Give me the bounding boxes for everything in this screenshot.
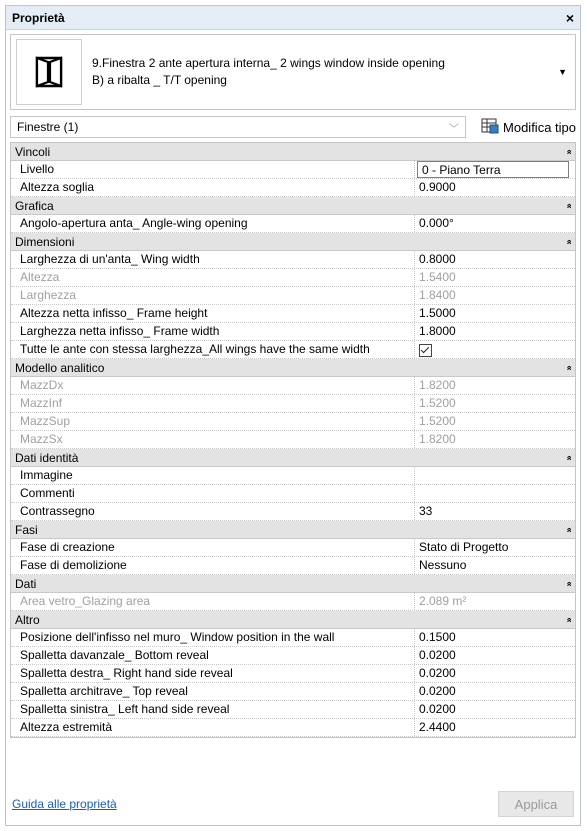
- property-row: [11, 647, 575, 665]
- property-row: [11, 539, 575, 557]
- property-label: Fase di demolizione: [11, 557, 415, 574]
- collapse-chevron-icon[interactable]: »: [563, 148, 574, 155]
- property-label: Commenti: [11, 485, 415, 502]
- property-value[interactable]: 33: [419, 504, 433, 518]
- property-label: Immagine: [11, 467, 415, 484]
- collapse-chevron-icon[interactable]: »: [563, 202, 574, 209]
- property-value[interactable]: 0.1500: [419, 630, 456, 644]
- property-row: [11, 161, 575, 179]
- property-label: Angolo-apertura anta_ Angle-wing opening: [11, 215, 415, 232]
- property-value[interactable]: 0.0200: [419, 702, 456, 716]
- group-header[interactable]: [11, 449, 575, 467]
- group-header[interactable]: [11, 143, 575, 161]
- property-value[interactable]: 0.000°: [419, 216, 454, 230]
- property-value[interactable]: [415, 467, 575, 484]
- property-label: MazzSup: [11, 413, 415, 430]
- group-header[interactable]: [11, 359, 575, 377]
- property-label: Spalletta sinistra_ Left hand side reveal: [11, 701, 415, 718]
- property-row: [11, 269, 575, 287]
- group-header[interactable]: [11, 233, 575, 251]
- panel-footer: [12, 791, 574, 817]
- group-header[interactable]: [11, 197, 575, 215]
- property-row: [11, 665, 575, 683]
- chevron-down-icon[interactable]: ▼: [558, 67, 567, 77]
- property-row: [11, 377, 575, 395]
- property-value[interactable]: 0.0200: [419, 666, 456, 680]
- property-row: [11, 593, 575, 611]
- property-value: 1.8400: [419, 288, 456, 302]
- type-selector[interactable]: [10, 34, 576, 110]
- property-row: [11, 485, 575, 503]
- property-row: [11, 557, 575, 575]
- property-row: [11, 341, 575, 359]
- property-row: [11, 503, 575, 521]
- group-header[interactable]: [11, 611, 575, 629]
- property-value: 1.5200: [419, 414, 456, 428]
- property-label: Larghezza: [11, 287, 415, 304]
- type-name-line2: B) a ribalta _ T/T opening: [92, 73, 227, 87]
- property-label: MazzDx: [11, 377, 415, 394]
- collapse-chevron-icon[interactable]: »: [563, 616, 574, 623]
- close-icon[interactable]: ×: [565, 9, 574, 26]
- property-row: [11, 431, 575, 449]
- property-row: [11, 287, 575, 305]
- property-label: Spalletta architrave_ Top reveal: [11, 683, 415, 700]
- group-name: Dati identità: [15, 450, 79, 465]
- properties-help-link[interactable]: Guida alle proprietà: [12, 797, 117, 811]
- property-value: 1.8200: [419, 432, 456, 446]
- property-label: Altezza netta infisso_ Frame height: [11, 305, 415, 322]
- property-label: Spalletta destra_ Right hand side reveal: [11, 665, 415, 682]
- instance-filter-dropdown[interactable]: [10, 116, 466, 138]
- group-name: Dimensioni: [15, 234, 75, 249]
- property-value[interactable]: 0.0200: [419, 684, 456, 698]
- instance-filter-value: Finestre (1): [17, 120, 79, 134]
- panel-title: Proprietà: [12, 10, 65, 25]
- property-value[interactable]: 2.4400: [419, 720, 456, 734]
- property-value: 2.089 m²: [419, 594, 467, 608]
- group-name: Fasi: [15, 522, 38, 537]
- checkmark-icon[interactable]: [419, 344, 432, 357]
- property-value[interactable]: 0.8000: [419, 252, 456, 266]
- property-row: [11, 323, 575, 341]
- property-label: MazzInf: [11, 395, 415, 412]
- group-name: Modello analitico: [15, 360, 105, 375]
- property-value: 1.5200: [419, 396, 456, 410]
- property-row: [11, 683, 575, 701]
- property-label: Larghezza netta infisso_ Frame width: [11, 323, 415, 340]
- property-value: 1.8200: [419, 378, 456, 392]
- property-value[interactable]: 0.0200: [419, 648, 456, 662]
- property-value[interactable]: Stato di Progetto: [419, 540, 509, 554]
- type-name-line1: 9.Finestra 2 ante apertura interna_ 2 wings window inside opening: [92, 56, 445, 70]
- property-label: Area vetro_Glazing area: [11, 593, 415, 610]
- property-row: [11, 395, 575, 413]
- group-header[interactable]: [11, 575, 575, 593]
- property-value[interactable]: 1.5000: [419, 306, 456, 320]
- edit-type-label: Modifica tipo: [503, 119, 576, 135]
- properties-grid: [10, 142, 576, 738]
- property-row: [11, 305, 575, 323]
- collapse-chevron-icon[interactable]: »: [563, 526, 574, 533]
- property-row: [11, 215, 575, 233]
- group-name: Dati: [15, 576, 37, 591]
- property-row: [11, 251, 575, 269]
- property-label: Tutte le ante con stessa larghezza_All wings have the same width: [11, 341, 415, 358]
- edit-type-icon: [481, 118, 499, 137]
- property-label: Posizione dell'infisso nel muro_ Window position in the wall: [11, 629, 415, 646]
- collapse-chevron-icon[interactable]: »: [563, 238, 574, 245]
- property-checkbox[interactable]: [415, 341, 575, 358]
- property-value[interactable]: 0.9000: [419, 180, 456, 194]
- property-label: Spalletta davanzale_ Bottom reveal: [11, 647, 415, 664]
- property-row: [11, 629, 575, 647]
- property-value: 1.5400: [419, 270, 456, 284]
- apply-button[interactable]: Applica: [498, 791, 574, 817]
- window-icon: [16, 39, 82, 105]
- property-row: [11, 701, 575, 719]
- property-label: MazzSx: [11, 431, 415, 448]
- group-name: Grafica: [15, 198, 54, 213]
- collapse-chevron-icon[interactable]: »: [563, 454, 574, 461]
- property-label: Altezza estremità: [11, 719, 415, 736]
- collapse-chevron-icon[interactable]: »: [563, 364, 574, 371]
- panel-titlebar: [6, 6, 580, 30]
- group-name: Altro: [15, 612, 40, 627]
- property-label: Livello: [11, 161, 415, 178]
- property-label: Contrassegno: [11, 503, 415, 520]
- type-name: [92, 55, 445, 89]
- property-row: [11, 179, 575, 197]
- property-label: Altezza: [11, 269, 415, 286]
- edit-type-button[interactable]: [466, 118, 576, 137]
- property-label: Fase di creazione: [11, 539, 415, 556]
- property-value[interactable]: Nessuno: [419, 558, 467, 572]
- chevron-down-icon: ﹀: [449, 123, 459, 135]
- property-row: [11, 413, 575, 431]
- property-value-input[interactable]: 0 - Piano Terra: [417, 161, 569, 178]
- group-name: Vincoli: [15, 144, 51, 159]
- property-value[interactable]: [415, 485, 575, 502]
- filter-bar: [10, 116, 576, 138]
- property-row: [11, 467, 575, 485]
- property-label: Altezza soglia: [11, 179, 415, 196]
- property-value[interactable]: 1.8000: [419, 324, 456, 338]
- group-header[interactable]: [11, 521, 575, 539]
- collapse-chevron-icon[interactable]: »: [563, 580, 574, 587]
- property-row: [11, 719, 575, 737]
- property-label: Larghezza di un'anta_ Wing width: [11, 251, 415, 268]
- properties-panel: [5, 5, 581, 826]
